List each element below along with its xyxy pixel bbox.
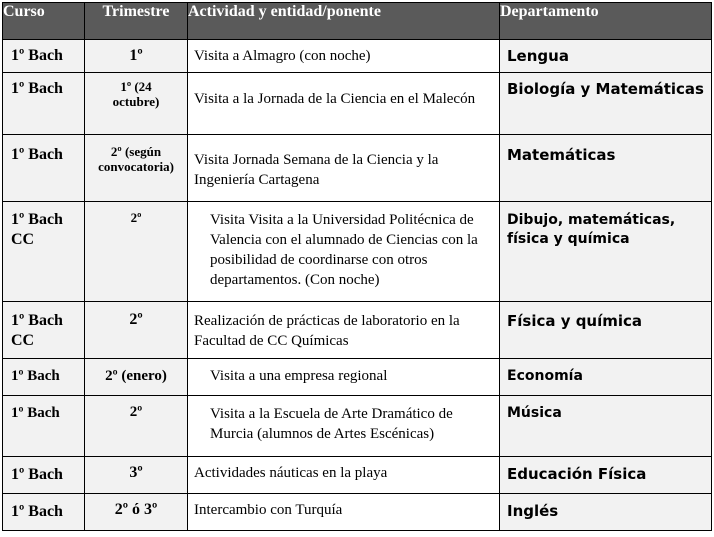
- cell-trimestre-text: 1º: [129, 47, 143, 64]
- activities-table: [2, 2, 712, 531]
- cell-trimestre: [85, 359, 188, 396]
- cell-trimestre: [85, 73, 188, 135]
- cell-actividad: Visita a Almagro (con noche): [188, 40, 500, 73]
- cell-trimestre-text: 3º: [129, 464, 143, 481]
- cell-trimestre: [85, 494, 188, 531]
- cell-trimestre-text: 2º (según convocatoria): [98, 144, 174, 174]
- header-trimestre: Trimestre: [85, 3, 188, 40]
- cell-actividad: Intercambio con Turquía: [188, 494, 500, 531]
- cell-trimestre-text: 2º (enero): [105, 368, 167, 384]
- cell-trimestre: [85, 457, 188, 494]
- header-actividad: Actividad y entidad/ponente: [188, 3, 500, 40]
- cell-curso: 1º Bach: [3, 457, 85, 494]
- table-row: [3, 457, 712, 494]
- table-row: [3, 73, 712, 135]
- table-row: [3, 302, 712, 359]
- cell-departamento: Dibujo, matemáticas, física y química: [500, 202, 712, 302]
- header-row: [3, 3, 712, 40]
- cell-trimestre-text: 2º: [129, 404, 143, 420]
- cell-departamento: Música: [500, 396, 712, 457]
- cell-trimestre-text: 2º ó 3º: [114, 501, 158, 518]
- cell-actividad: Realización de prácticas de laboratorio en la Facultad de CC Químicas: [188, 302, 500, 359]
- cell-trimestre: [85, 40, 188, 73]
- cell-curso: 1º Bach: [3, 396, 85, 457]
- cell-departamento: Matemáticas: [500, 135, 712, 202]
- cell-trimestre: [85, 302, 188, 359]
- cell-actividad: Visita Jornada Semana de la Ciencia y la Ingeniería Cartagena: [188, 135, 500, 202]
- cell-curso: 1º Bach: [3, 40, 85, 73]
- cell-trimestre: [85, 396, 188, 457]
- cell-trimestre: [85, 135, 188, 202]
- table-row: [3, 202, 712, 302]
- cell-departamento: Inglés: [500, 494, 712, 531]
- cell-curso: 1º Bach: [3, 135, 85, 202]
- cell-curso: 1º Bach CC: [3, 202, 85, 302]
- cell-departamento: Economía: [500, 359, 712, 396]
- header-curso: Curso: [3, 3, 85, 40]
- cell-actividad: Visita a una empresa regional: [188, 359, 500, 396]
- cell-trimestre: [85, 202, 188, 302]
- cell-actividad: Visita Visita a la Universidad Politécnica de Valencia con el alumnado de Ciencias con la posibilidad de coordinarse con otros departamentos. (Con noche): [188, 202, 500, 302]
- cell-departamento: Lengua: [500, 40, 712, 73]
- table-row: [3, 135, 712, 202]
- cell-trimestre-text: 1º (24 octubre): [112, 79, 160, 109]
- cell-curso: 1º Bach: [3, 494, 85, 531]
- cell-actividad: Visita a la Escuela de Arte Dramático de Murcia (alumnos de Artes Escénicas): [188, 396, 500, 457]
- table-row: [3, 359, 712, 396]
- table-row: [3, 396, 712, 457]
- cell-curso: 1º Bach CC: [3, 302, 85, 359]
- cell-actividad: Actividades náuticas en la playa: [188, 457, 500, 494]
- cell-trimestre-text: 2º: [130, 210, 142, 225]
- cell-departamento: Educación Física: [500, 457, 712, 494]
- cell-trimestre-text: 2º: [129, 311, 143, 328]
- cell-departamento: Biología y Matemáticas: [500, 73, 712, 135]
- table-row: [3, 40, 712, 73]
- cell-curso: 1º Bach: [3, 359, 85, 396]
- cell-curso: 1º Bach: [3, 73, 85, 135]
- header-departamento: Departamento: [500, 3, 712, 40]
- cell-departamento: Física y química: [500, 302, 712, 359]
- cell-actividad: Visita a la Jornada de la Ciencia en el Malecón: [188, 73, 500, 135]
- table-row: [3, 494, 712, 531]
